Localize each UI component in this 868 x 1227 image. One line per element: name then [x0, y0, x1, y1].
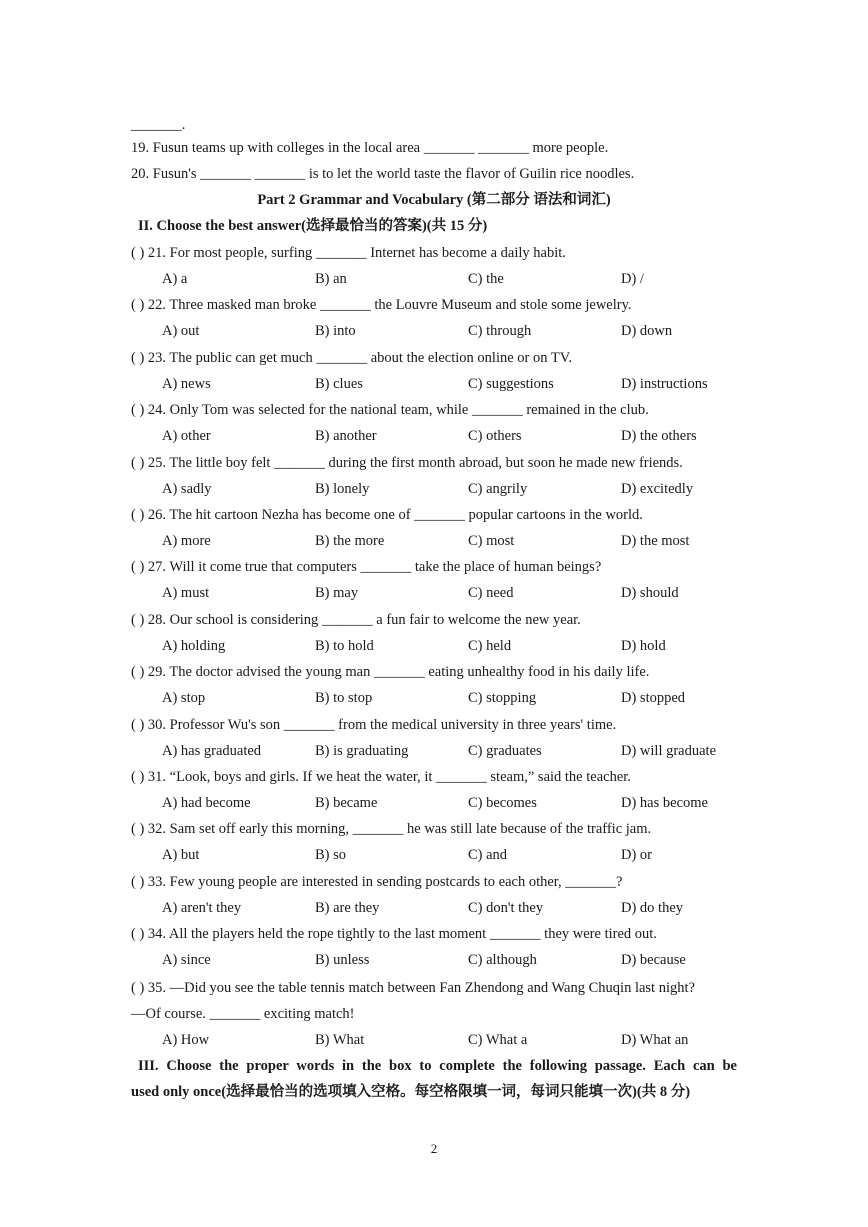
option-b: B) are they — [315, 900, 380, 916]
question-30-options — [0, 742, 868, 760]
option-a: A) out — [162, 323, 200, 339]
question-22-stem: ( ) 22. Three masked man broke _______ the Louvre Museum and stole some jewelry. — [131, 297, 632, 313]
option-b: B) became — [315, 795, 378, 811]
option-c: C) the — [468, 271, 504, 287]
option-d: D) down — [621, 323, 673, 339]
option-d: D) stopped — [621, 690, 686, 706]
option-d: D) excitedly — [621, 481, 694, 497]
option-b: B) an — [315, 271, 347, 287]
option-c: C) need — [468, 585, 514, 601]
option-d: D) instructions — [621, 376, 708, 392]
option-a: A) has graduated — [162, 743, 262, 759]
option-d: D) should — [621, 585, 679, 601]
option-c: C) through — [468, 323, 532, 339]
question-27-options — [0, 584, 868, 602]
option-a: A) had become — [162, 795, 251, 811]
question-23-options — [0, 375, 868, 393]
question-33-stem: ( ) 33. Few young people are interested in sending postcards to each other, _______? — [131, 874, 623, 890]
option-d: D) / — [621, 271, 644, 287]
option-a: A) more — [162, 533, 211, 549]
option-c: C) don't they — [468, 900, 544, 916]
option-b: B) clues — [315, 376, 363, 392]
option-c: C) graduates — [468, 743, 542, 759]
option-b: B) another — [315, 428, 377, 444]
option-c: C) becomes — [468, 795, 537, 811]
section3-title-line1: III. Choose the proper words in the box to complete the following passage. Each can be — [138, 1058, 737, 1074]
option-c: C) angrily — [468, 481, 528, 497]
option-c: C) others — [468, 428, 522, 444]
option-a: A) stop — [162, 690, 206, 706]
option-c: C) although — [468, 952, 537, 968]
question-24-options — [0, 427, 868, 445]
option-c: C) and — [468, 847, 508, 863]
option-b: B) unless — [315, 952, 370, 968]
question-22-options — [0, 322, 868, 340]
option-d: D) or — [621, 847, 653, 863]
question-32-stem: ( ) 32. Sam set off early this morning, _______ he was still late because of the traffic jam. — [131, 821, 652, 837]
question-29-options — [0, 689, 868, 707]
option-a: A) holding — [162, 638, 226, 654]
question-28-options — [0, 637, 868, 655]
option-d: D) do they — [621, 900, 684, 916]
question-32-options — [0, 846, 868, 864]
option-d: D) What an — [621, 1032, 689, 1048]
option-d: D) because — [621, 952, 686, 968]
question-21-stem: ( ) 21. For most people, surfing _______ Internet has become a daily habit. — [131, 245, 566, 261]
page-number: 2 — [430, 1141, 438, 1156]
option-b: B) is graduating — [315, 743, 409, 759]
option-a: A) but — [162, 847, 200, 863]
option-b: B) into — [315, 323, 356, 339]
option-a: A) must — [162, 585, 210, 601]
question-29-stem: ( ) 29. The doctor advised the young man _______ eating unhealthy food in his daily life. — [131, 664, 650, 680]
option-a: A) sadly — [162, 481, 212, 497]
question-30-stem: ( ) 30. Professor Wu's son _______ from the medical university in three years' time. — [131, 717, 617, 733]
option-b: B) What — [315, 1032, 365, 1048]
option-d: D) hold — [621, 638, 666, 654]
option-d: D) the others — [621, 428, 697, 444]
option-c: C) held — [468, 638, 512, 654]
section2-title: II. Choose the best answer(选择最恰当的答案)(共 15 分) — [138, 218, 488, 234]
question-34-options — [0, 951, 868, 969]
question-25-options — [0, 480, 868, 498]
option-a: A) news — [162, 376, 211, 392]
question-23-stem: ( ) 23. The public can get much _______ about the election online or on TV. — [131, 350, 572, 366]
option-b: B) to hold — [315, 638, 374, 654]
question-35-stem: ( ) 35. —Did you see the table tennis match between Fan Zhendong and Wang Chuqin last night? — [131, 980, 695, 996]
option-b: B) the more — [315, 533, 385, 549]
option-a: A) a — [162, 271, 188, 287]
question-31-stem: ( ) 31. “Look, boys and girls. If we heat the water, it _______ steam,” said the teacher. — [131, 769, 631, 785]
option-a: A) How — [162, 1032, 210, 1048]
option-b: B) lonely — [315, 481, 370, 497]
option-c: C) stopping — [468, 690, 537, 706]
option-d: D) the most — [621, 533, 690, 549]
section3-title-line2: used only once(选择最恰当的选项填入空格。每空格限填一词，每词只能填一次)(共 8 分) — [131, 1084, 691, 1100]
option-c: C) What a — [468, 1032, 528, 1048]
question-35-options — [0, 1031, 868, 1049]
question-26-stem: ( ) 26. The hit cartoon Nezha has become one of _______ popular cartoons in the world. — [131, 507, 643, 523]
question-24-stem: ( ) 24. Only Tom was selected for the national team, while _______ remained in the club. — [131, 402, 649, 418]
option-a: A) aren't they — [162, 900, 242, 916]
option-b: B) may — [315, 585, 359, 601]
fill-line-tail: _______. — [131, 117, 186, 133]
question-21-options — [0, 270, 868, 288]
question-28-stem: ( ) 28. Our school is considering _______ a fun fair to welcome the new year. — [131, 612, 581, 628]
question-25-stem: ( ) 25. The little boy felt _______ during the first month abroad, but soon he made new friends. — [131, 455, 683, 471]
option-b: B) so — [315, 847, 347, 863]
option-d: D) will graduate — [621, 743, 717, 759]
option-a: A) since — [162, 952, 211, 968]
option-d: D) has become — [621, 795, 708, 811]
part2-title: Part 2 Grammar and Vocabulary (第二部分 语法和词汇) — [257, 192, 611, 208]
option-b: B) to stop — [315, 690, 373, 706]
option-c: C) most — [468, 533, 515, 549]
question-33-options — [0, 899, 868, 917]
question-19: 19. Fusun teams up with colleges in the local area _______ _______ more people. — [131, 140, 609, 156]
option-a: A) other — [162, 428, 211, 444]
question-27-stem: ( ) 27. Will it come true that computers _______ take the place of human beings? — [131, 559, 602, 575]
question-26-options — [0, 532, 868, 550]
question-34-stem: ( ) 34. All the players held the rope tightly to the last moment _______ they were tired out. — [131, 926, 657, 942]
question-31-options — [0, 794, 868, 812]
question-35-stem-reply: —Of course. _______ exciting match! — [131, 1006, 355, 1022]
option-c: C) suggestions — [468, 376, 554, 392]
question-20: 20. Fusun's _______ _______ is to let the world taste the flavor of Guilin rice noodles. — [131, 166, 635, 182]
